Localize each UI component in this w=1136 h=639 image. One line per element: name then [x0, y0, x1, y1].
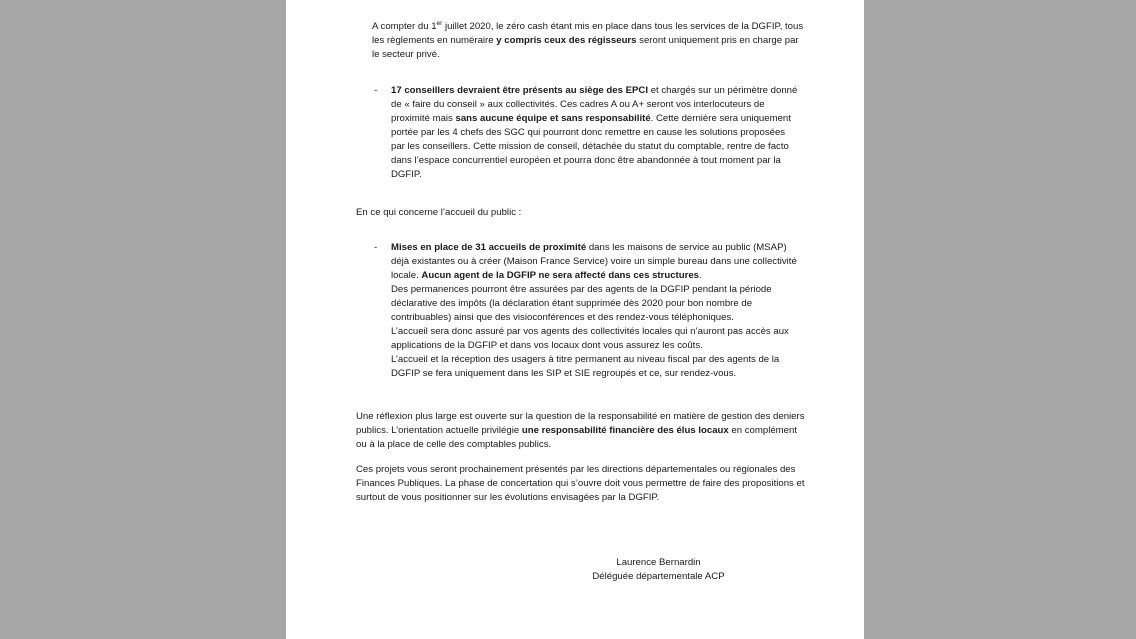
bold-text: Mises en place de 31 accueils de proximité — [391, 242, 587, 253]
heading-accueil-public: En ce qui concerne l’accueil du public : — [356, 207, 522, 218]
text-segment: en complément ou à la place de celle des comptables publics. — [356, 425, 797, 450]
text-segment: Une réflexion plus large est ouverte sur la question de la responsabilité en matière de gestion des deniers publics. L’orientation actuelle privilégie — [356, 411, 805, 436]
paragraph-zero-cash — [372, 20, 806, 62]
signature-title: Déléguée départementale ACP — [592, 571, 725, 582]
bold-text: sans aucune équipe et sans responsabilité — [455, 113, 651, 124]
bullet-item-conseillers — [391, 84, 801, 182]
text-segment: . Cette dernière sera uniquement portée par les 4 chefs des SGC qui pourront donc remettre en cause les solutions proposées par les conseillers. Cette mission de conseil, détachée du statut du comptable, rentre de facto dans l’espace concurrentiel européen et pourra donc être abandonnée à tout moment par la DGFIP. — [391, 113, 791, 180]
bold-text: Aucun agent de la DGFIP ne sera affecté dans ces structures — [421, 270, 700, 281]
signature-block — [556, 556, 761, 584]
signature-name: Laurence Bernardin — [616, 557, 701, 568]
paragraph-projets: Ces projets vous seront prochainement présentés par les directions départementales ou régionales des Finances Publiques. La phase de concertation qui s’ouvre doit vous permettre de faire des propositions et surtout de vous positionner sur les évolutions envisagées par la DGFIP. — [356, 464, 805, 503]
text-segment: . — [699, 270, 702, 281]
bold-text: 17 conseillers devraient être présents au siège des EPCI — [391, 85, 649, 96]
item-paragraph: L’accueil sera donc assuré par vos agents des collectivités locales qui n’auront pas accès aux applications de la DGFIP et dans vos locaux dont vous assurez les coûts. — [391, 326, 789, 351]
bullet-marker: - — [374, 242, 378, 253]
text-segment: dans les maisons de service au public (MSAP) déjà existantes ou à créer (Maison France Service) voire un simple bureau dans une collectivité locale. — [391, 242, 797, 281]
text-segment: et chargés sur un périmètre donné de « faire du conseil » aux collectivités. Ces cadres A ou A+ seront vos interlocuteurs de proximité mais — [391, 85, 798, 124]
item-paragraph: Des permanences pourront être assurées par des agents de la DGFIP pendant la période déclarative des impôts (la déclaration étant supprimée dès 2020 pour bon nombre de contribuables) ainsi que des visioconférences et des rendez-vous téléphoniques. — [391, 284, 772, 323]
document-page — [286, 0, 864, 639]
item-paragraph: L’accueil et la réception des usagers à titre permanent au niveau fiscal par des agents de la DGFIP se fera uniquement dans les SIP et SIE regroupés et ce, sur rendez-vous. — [391, 354, 780, 379]
bold-text: une responsabilité financière des élus locaux — [521, 425, 729, 436]
text-segment: A compter du 1 — [372, 21, 437, 32]
superscript: er — [436, 20, 443, 27]
bullet-item-accueils — [391, 241, 801, 381]
text-segment: seront uniquement pris en charge par le secteur privé. — [372, 35, 799, 60]
paragraph-reflexion — [356, 410, 806, 452]
item-paragraph — [391, 241, 801, 283]
text-segment: juillet 2020, le zéro cash étant mis en place dans tous les services de la DGFIP, tous les règlements en numéraire — [372, 21, 804, 46]
bullet-marker: - — [374, 85, 378, 96]
bold-text: y compris ceux des régisseurs — [496, 35, 637, 46]
